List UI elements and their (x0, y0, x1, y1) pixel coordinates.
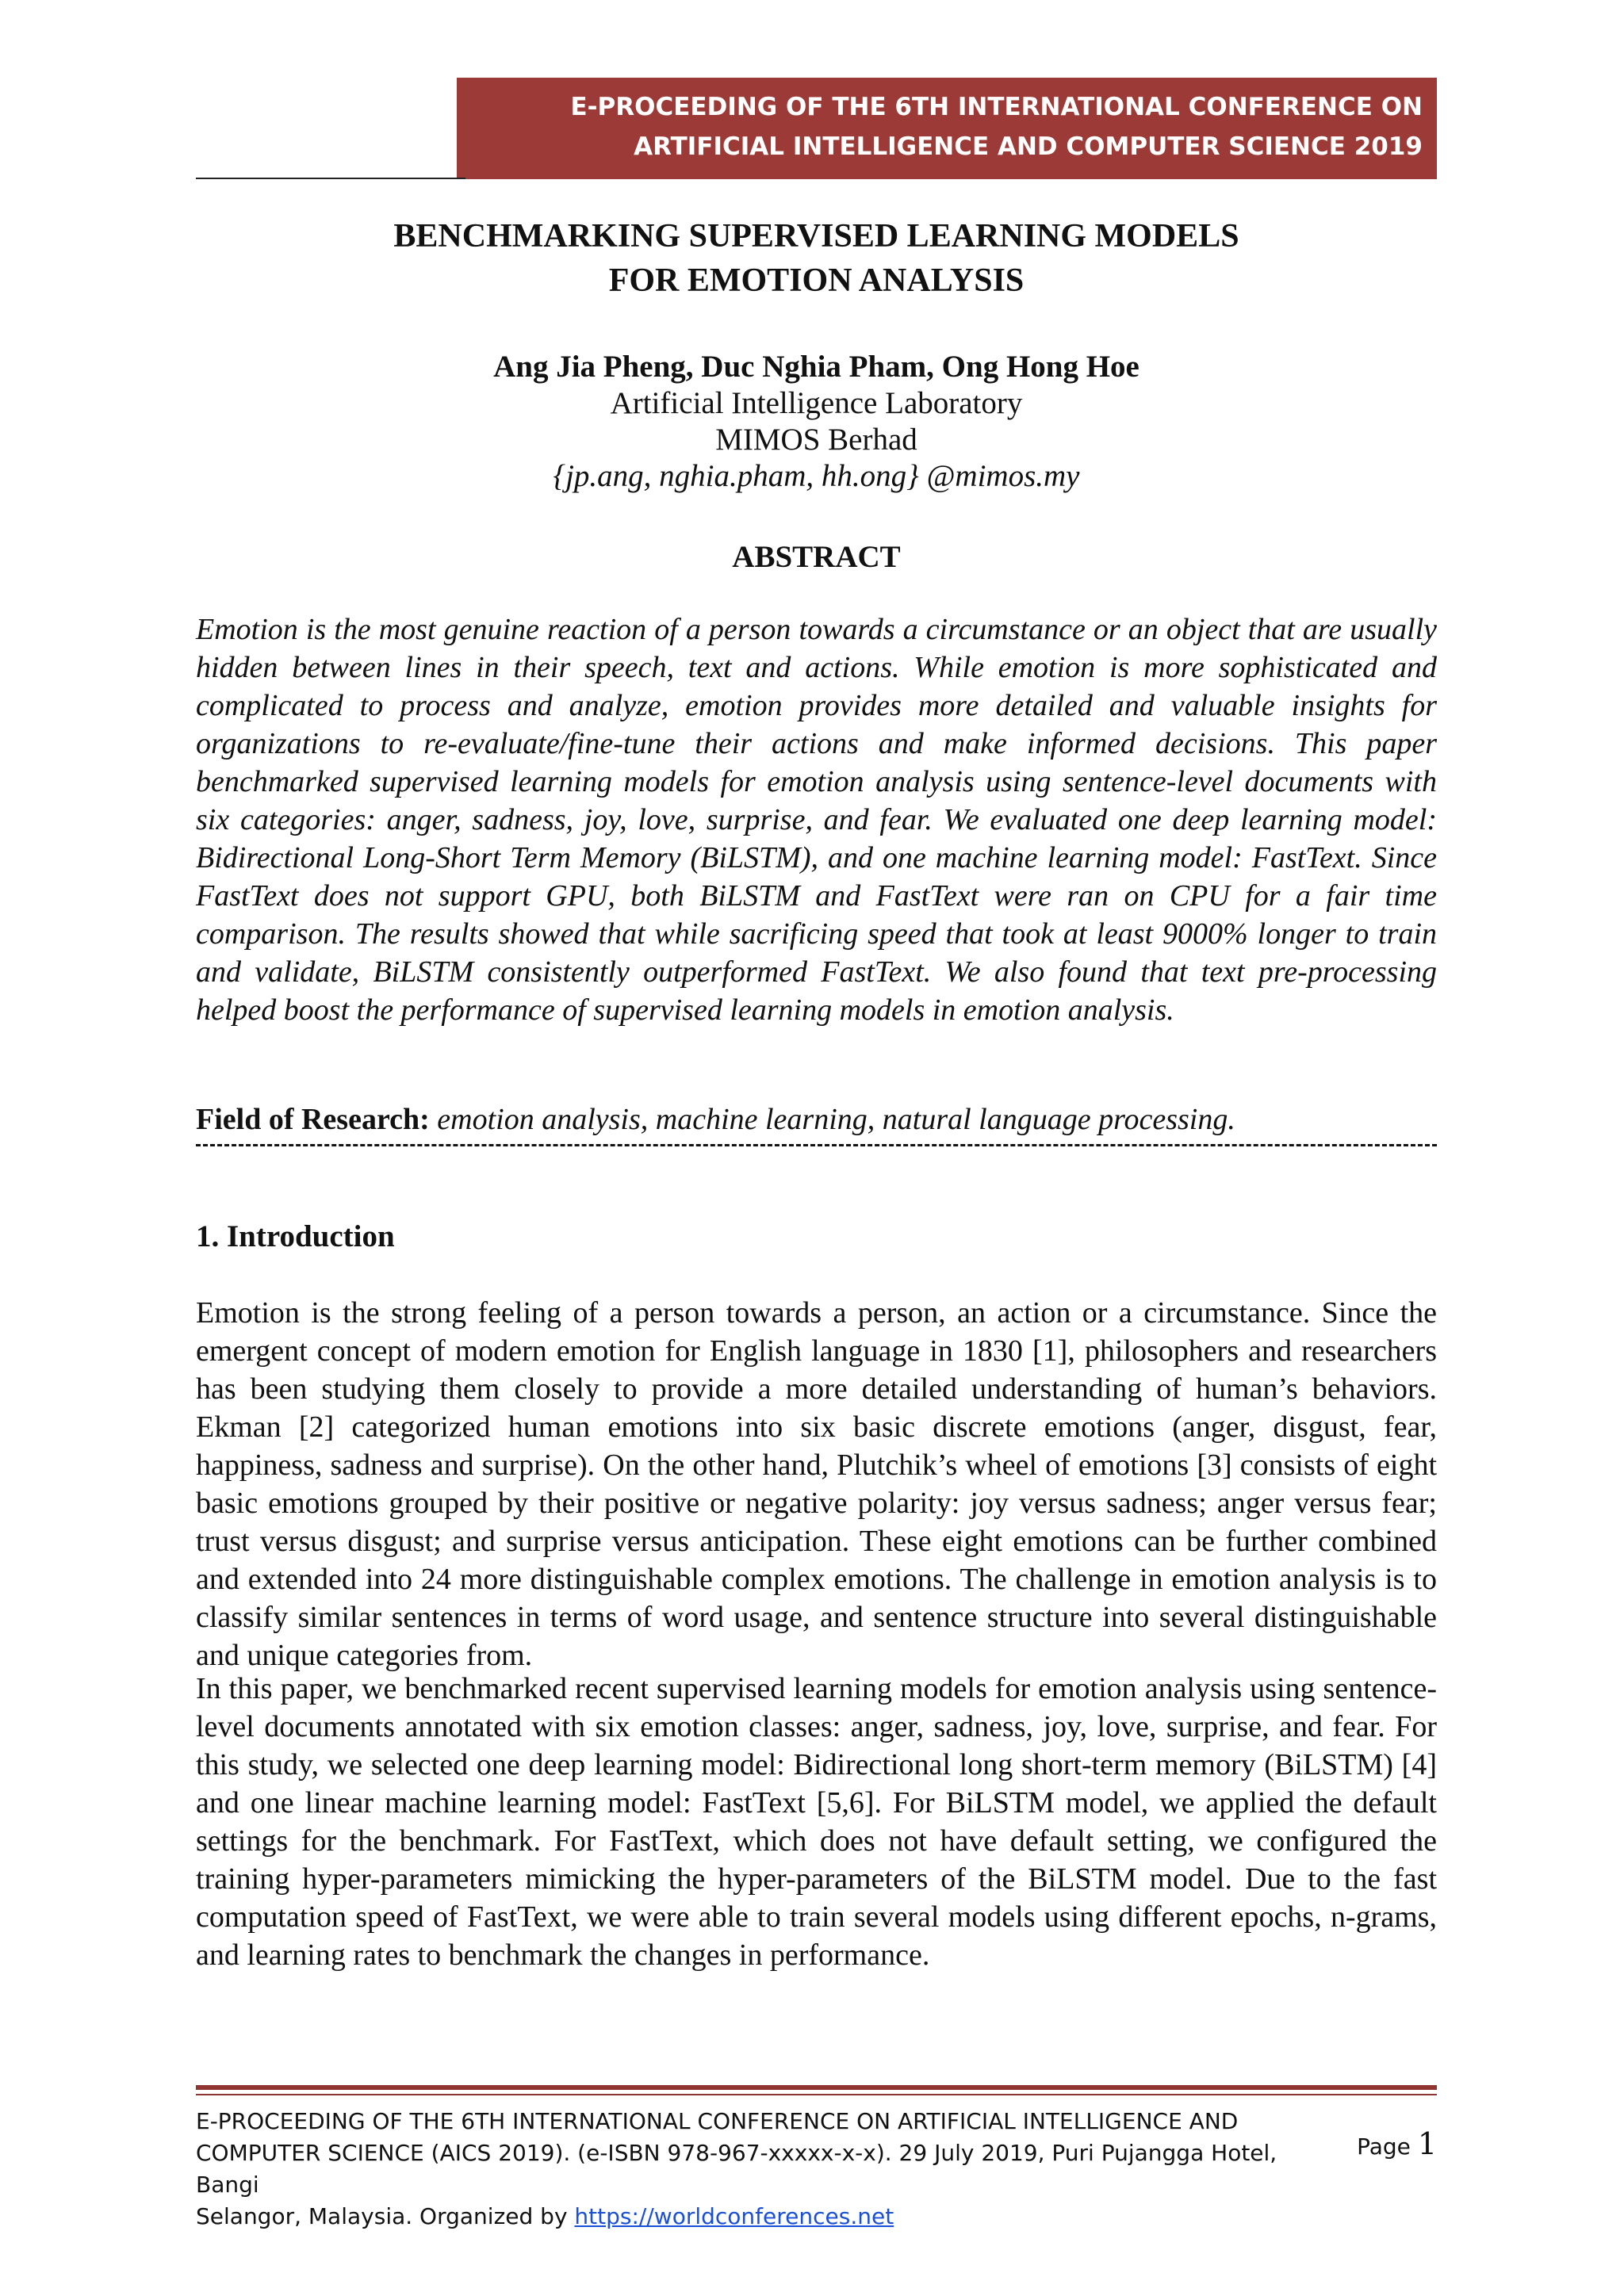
field-of-research-label: Field of Research: (196, 1103, 430, 1136)
title-line-2: FOR EMOTION ANALYSIS (608, 262, 1025, 299)
abstract-text: Emotion is the most genuine reaction of a person towards a circumstance or an object that are usually hidden between lines in their speech, text and actions. While emotion is more sophisticated and complicated to process and analyze, emotion provides more detailed and valuable insights for organizations to re-evaluate/fine-tune their actions and make informed decisions. This paper benchmarked supervised learning models for emotion analysis using sentence-level documents with six categories: anger, sadness, joy, love, surprise, and fear. We evaluated one deep learning model: Bidirectional Long-Short Term Memory (BiLSTM), and one machine learning model: FastText. Since FastText does not support GPU, both BiLSTM and FastText were ran on CPU for a fair time comparison. The results showed that while sacrificing speed that took at least 9000% longer to train and validate, BiLSTM consistently outperformed FastText. We also found that text pre-processing helped boost the performance of supervised learning models in emotion analysis. (196, 613, 1437, 1027)
field-of-research-value: emotion analysis, machine learning, natural language processing. (437, 1103, 1235, 1136)
footer-rule-thick (196, 2085, 1437, 2090)
author-names: Ang Jia Pheng, Duc Nghia Pham, Ong Hong Hoe (493, 350, 1139, 384)
header-line-2: ARTIFICIAL INTELLIGENCE AND COMPUTER SCIENCE 2019 (634, 132, 1423, 161)
field-of-research (196, 1102, 1437, 1137)
header-line-1: E-PROCEEDING OF THE 6TH INTERNATIONAL CONFERENCE ON (570, 93, 1423, 121)
footer-citation (196, 2106, 1338, 2233)
author-org: MIMOS Berhad (715, 423, 917, 457)
author-lab: Artificial Intelligence Laboratory (610, 386, 1023, 420)
author-email: {jp.ang, nghia.pham, hh.ong} @mimos.my (553, 459, 1080, 493)
section-heading-introduction: 1. Introduction (196, 1219, 395, 1253)
header-rule (196, 178, 465, 179)
page-label: Page (1357, 2133, 1411, 2160)
conference-header-banner (457, 78, 1437, 179)
footer-rule-thin (196, 2094, 1437, 2095)
page-number-value: 1 (1417, 2126, 1437, 2161)
conference-link[interactable]: https://worldconferences.net (574, 2203, 894, 2229)
paper-title (196, 214, 1437, 303)
title-line-1: BENCHMARKING SUPERVISED LEARNING MODELS (393, 218, 1239, 254)
footer-line-1: E-PROCEEDING OF THE 6TH INTERNATIONAL CONFERENCE ON ARTIFICIAL INTELLIGENCE AND (196, 2108, 1239, 2134)
footer-line-3 (196, 2201, 1338, 2233)
intro-paragraph-2: In this paper, we benchmarked recent supervised learning models for emotion analysis using sentence-level documents annotated with six emotion classes: anger, sadness, joy, love, surprise, and fear. For this study, we selected one deep learning model: Bidirectional long short-term memory (BiLSTM) [4] and one linear machine learning model: FastText [5,6]. For BiLSTM model, we applied the default settings for the benchmark. For FastText, which does not have default setting, we configured the training hyper-parameters mimicking the hyper-parameters of the BiLSTM model. Due to the fast computation speed of FastText, we were able to train several models using different epochs, n-grams, and learning rates to benchmark the changes in performance. (196, 1672, 1437, 1972)
author-block (196, 349, 1437, 495)
intro-paragraph-1: Emotion is the strong feeling of a person towards a person, an action or a circumstance. Since the emergent concept of modern emotion for English language in 1830 [1], philosophers and researchers has been studying them closely to provide a more detailed understanding of human’s behaviors. Ekman [2] categorized human emotions into six basic discrete emotions (anger, disgust, fear, happiness, sadness and surprise). On the other hand, Plutchik’s wheel of emotions [3] consists of eight basic emotions grouped by their positive or negative polarity: joy versus sadness; anger versus fear; trust versus disgust; and surprise versus anticipation. These eight emotions can be further combined and extended into 24 more distinguishable complex emotions. The challenge in emotion analysis is to classify similar sentences in terms of word usage, and sentence structure into several distinguishable and unique categories from. (196, 1296, 1437, 1672)
footer-line-2: COMPUTER SCIENCE (AICS 2019). (e-ISBN 978-967-xxxxx-x-x). 29 July 2019, Puri Pujangga Hotel, Bangi (196, 2140, 1277, 2198)
dashed-separator (196, 1144, 1437, 1153)
abstract-heading: ABSTRACT (732, 540, 901, 574)
footer-organized-by: Selangor, Malaysia. Organized by (196, 2203, 575, 2229)
page-number (1357, 2128, 1437, 2163)
